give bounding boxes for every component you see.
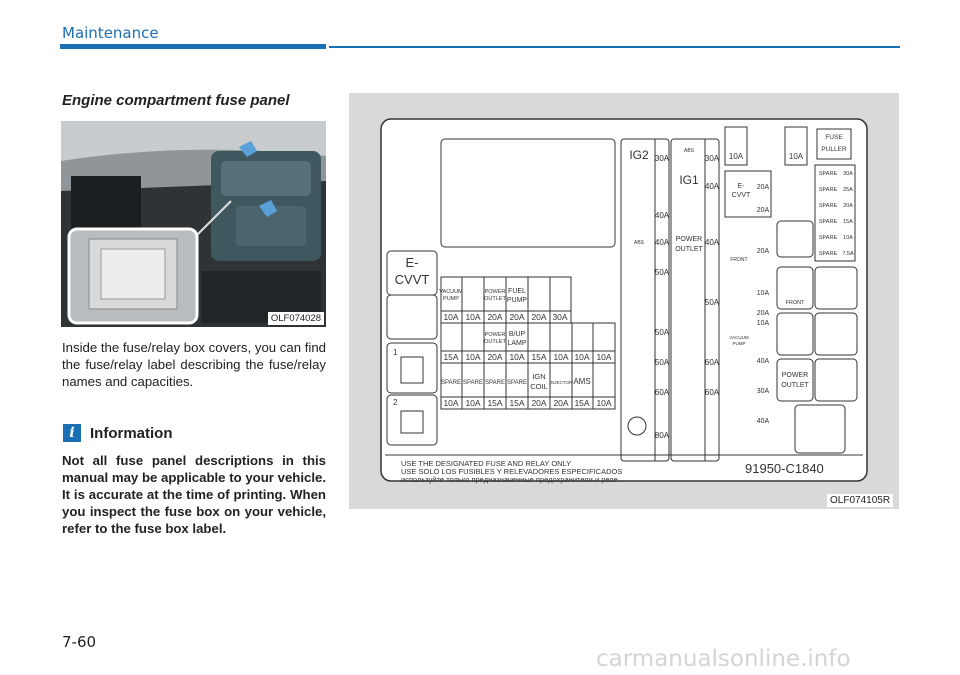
diagram-caption: OLF074105R xyxy=(827,494,893,507)
notice-line-3: используйте только предназначенные предохранители и реле xyxy=(401,475,618,484)
spare-label: SPARE xyxy=(818,251,838,257)
fuse-amp: 40A xyxy=(654,211,670,220)
vacuum-pump-label: VACUUM xyxy=(729,335,749,340)
fuse-amp: 30A xyxy=(704,154,720,163)
fuse-amp: 10A xyxy=(465,312,481,322)
fuse-amp: 15A xyxy=(443,352,459,362)
ecvvt-line2: CVVT xyxy=(394,272,430,287)
front-label: FRONT xyxy=(730,257,748,263)
fuse-amp: 80A xyxy=(654,431,670,440)
fuse-amp: 10A xyxy=(443,398,459,408)
fuse-name: AMS xyxy=(573,377,591,386)
fuse-amp: 20A xyxy=(756,207,770,214)
fuse-amp: 30A xyxy=(552,312,568,322)
photo-caption: OLF074028 xyxy=(268,312,324,325)
fuse-amp: 10A xyxy=(443,312,459,322)
header-bar-right xyxy=(329,46,900,48)
fuse-amp: 15A xyxy=(531,352,547,362)
fuse-name: FUEL xyxy=(508,288,526,295)
fuse-amp: 10A xyxy=(596,352,612,362)
fuse-amp: 20A xyxy=(531,398,547,408)
engine-bay-photo xyxy=(61,121,326,327)
body-paragraph: Inside the fuse/relay box covers, you can find the fuse/relay label describing the fuse/relay names and capacities. xyxy=(62,340,326,389)
fuse-box-diagram xyxy=(349,93,899,509)
spare-label: SPARE xyxy=(818,187,838,193)
fuse-name: PUMP xyxy=(443,296,459,302)
fuse-amp: 50A xyxy=(704,298,720,307)
fuse-name: OUTLET xyxy=(484,296,506,302)
spare-amp: 30A xyxy=(843,171,853,177)
vacuum-pump-label: PUMP xyxy=(732,341,746,346)
fuse-amp: 10A xyxy=(596,398,612,408)
fuse-name: POWER xyxy=(484,332,506,338)
spare-label: SPARE xyxy=(818,203,838,209)
relay-number: 1 xyxy=(393,348,398,357)
fuse-amp: 10A xyxy=(553,352,569,362)
page-title: Engine compartment fuse panel xyxy=(62,92,290,109)
fuse-name: IGN xyxy=(532,372,546,381)
info-icon: i xyxy=(63,424,81,442)
fuse-name: LAMP xyxy=(507,340,527,347)
front-label: FRONT xyxy=(785,300,805,306)
fuse-puller-label: FUSE xyxy=(825,134,843,141)
fuse-amp: 20A xyxy=(531,312,547,322)
abs-label: ABS xyxy=(633,240,645,246)
fuse-amp: 15A xyxy=(487,398,503,408)
fuse-name: SPARE xyxy=(441,380,461,386)
notice-line-2: USE SOLO LOS FUSIBLES Y RELEVADORES ESPECIFICADOS xyxy=(401,467,623,476)
fuse-amp: 20A xyxy=(487,352,503,362)
spare-label: SPARE xyxy=(818,171,838,177)
power-outlet-label: POWER xyxy=(781,372,809,379)
fuse-amp: 40A xyxy=(756,358,770,365)
fuse-name: PUMP xyxy=(506,297,528,304)
fuse-amp: 40A xyxy=(704,238,720,247)
notice-line-1: USE THE DESIGNATED FUSE AND RELAY ONLY xyxy=(401,459,572,468)
fuse-name: SPARE xyxy=(485,380,505,386)
info-title: Information xyxy=(90,425,173,442)
engine-bay-illustration xyxy=(61,121,326,327)
fuse-amp: 40A xyxy=(756,418,770,425)
fuse-amp: 10A xyxy=(728,152,744,161)
fuse-amp: 50A xyxy=(654,358,670,367)
fuse-amp: 50A xyxy=(654,268,670,277)
fuse-amp: 30A xyxy=(654,154,670,163)
header-bar-left xyxy=(60,44,326,49)
ecvvt-label: CVVT xyxy=(731,192,751,199)
fuse-amp: 20A xyxy=(509,312,525,322)
fuse-amp: 20A xyxy=(487,312,503,322)
ecvvt-line1: E- xyxy=(405,255,419,270)
spare-amp: 25A xyxy=(843,187,853,193)
fuse-puller-label: PULLER xyxy=(821,146,847,153)
fuse-amp: 20A xyxy=(756,310,770,317)
ig2-label: IG2 xyxy=(629,148,649,162)
power-outlet-label: OUTLET xyxy=(675,246,703,253)
spare-amp: 15A xyxy=(843,219,853,225)
fuse-amp: 20A xyxy=(553,398,569,408)
fuse-name: B/UP xyxy=(508,331,526,338)
fuse-box-drawing xyxy=(349,93,899,509)
fuse-name: OUTLET xyxy=(484,339,506,345)
fuse-amp: 15A xyxy=(574,398,590,408)
relay-number: 2 xyxy=(393,398,398,407)
page-number: 7-60 xyxy=(62,633,97,651)
spare-label: SPARE xyxy=(818,235,838,241)
fuse-amp: 10A xyxy=(465,352,481,362)
fuse-amp: 60A xyxy=(704,388,720,397)
fuse-name: POWER xyxy=(484,289,506,295)
fuse-name: COIL xyxy=(530,382,548,391)
watermark: carmanualsonline.info xyxy=(596,646,851,672)
fuse-name: SPARE xyxy=(507,380,527,386)
fuse-amp: 10A xyxy=(756,290,770,297)
ecvvt-label: E- xyxy=(737,183,745,190)
spare-amp: 7.5A xyxy=(842,251,854,257)
spare-amp: 10A xyxy=(843,235,853,241)
fuse-amp: 10A xyxy=(574,352,590,362)
fuse-amp: 10A xyxy=(465,398,481,408)
power-outlet-label: POWER xyxy=(675,236,703,243)
fuse-name: VACUUM xyxy=(439,289,463,295)
fuse-amp: 60A xyxy=(704,358,720,367)
header-section-title: Maintenance xyxy=(62,24,159,42)
fuse-amp: 50A xyxy=(654,328,670,337)
fuse-amp: 20A xyxy=(756,248,770,255)
ig1-label: IG1 xyxy=(679,173,699,187)
fuse-amp: 30A xyxy=(756,388,770,395)
fuse-amp: 20A xyxy=(756,184,770,191)
part-number: 91950-C1840 xyxy=(745,461,824,476)
power-outlet-label: OUTLET xyxy=(781,382,809,389)
info-text: Not all fuse panel descriptions in this manual may be applicable to your vehicle. It is accurate at the time of printing. When you inspect the fuse box on your vehicle, refer to the fuse box label. xyxy=(62,453,326,536)
spare-label: SPARE xyxy=(818,219,838,225)
fuse-amp: 10A xyxy=(756,320,770,327)
fuse-amp: 15A xyxy=(509,398,525,408)
spare-amp: 20A xyxy=(843,203,853,209)
fuse-amp: 10A xyxy=(788,152,804,161)
fuse-amp: 60A xyxy=(654,388,670,397)
fuse-amp: 10A xyxy=(509,352,525,362)
fuse-amp: 40A xyxy=(704,182,720,191)
fuse-amp: 40A xyxy=(654,238,670,247)
fuse-name: SPARE xyxy=(463,380,483,386)
abs-label: ABS xyxy=(683,148,695,154)
fuse-name: INJECTOR xyxy=(549,380,573,385)
